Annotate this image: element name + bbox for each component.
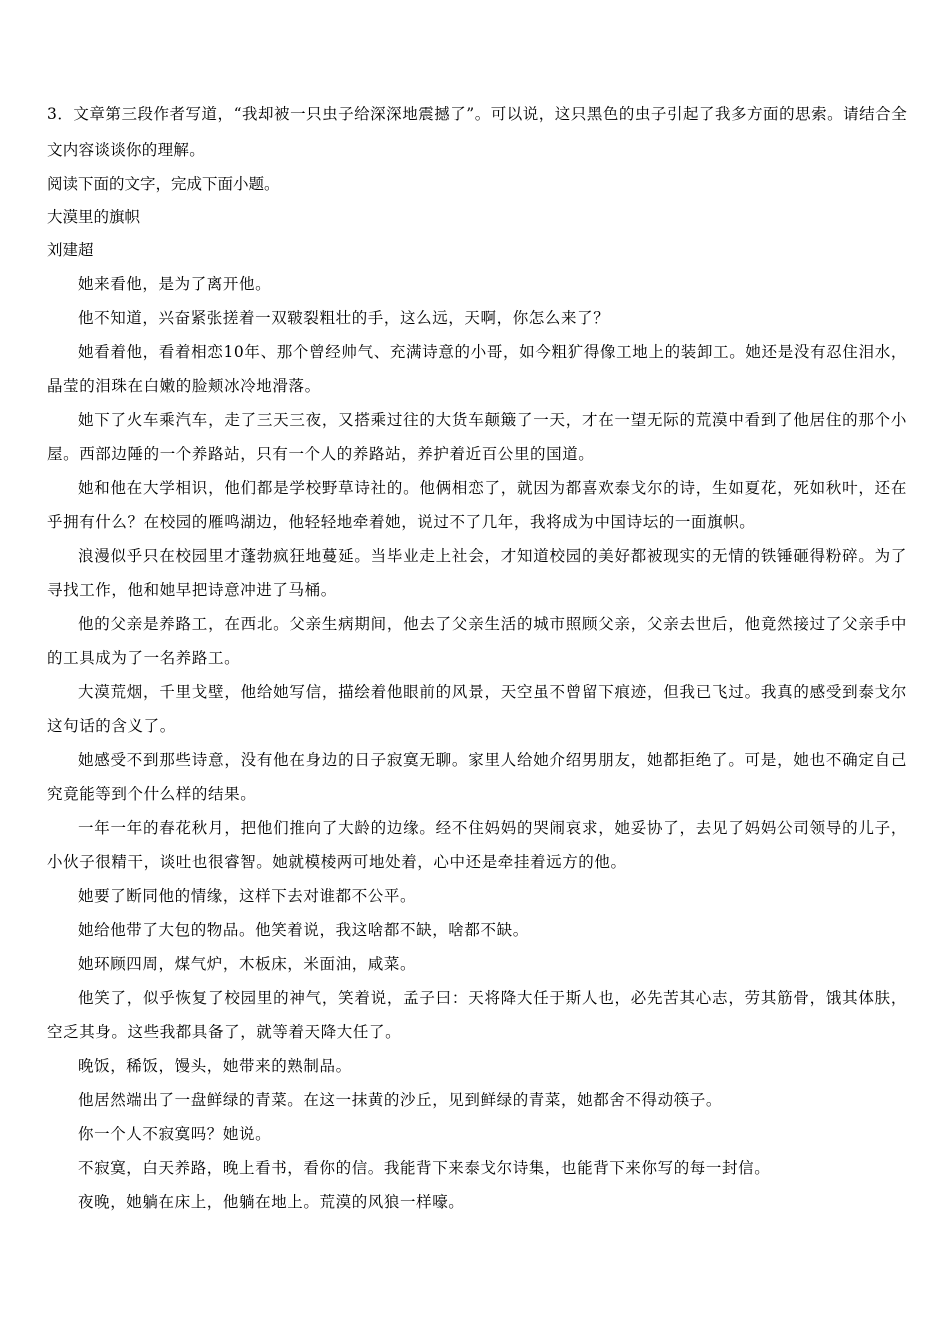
article-paragraph-7: 他的父亲是养路工，在西北。父亲生病期间，他去了父亲生活的城市照顾父亲，父亲去世后，他竟然接过了父亲手中的工具成为了一名养路工。 [47, 615, 907, 667]
article-paragraph-11: 她要了断同他的情缘，这样下去对谁都不公平。 [78, 887, 417, 905]
article-paragraph-5: 她和他在大学相识，他们都是学校野草诗社的。他俩相恋了，就因为都喜欢泰戈尔的诗，生如夏花，死如秋叶，还在乎拥有什么？在校园的雁鸣湖边，他轻轻地牵着她，说过不了几年，我将成为中国诗坛的一面旗帜。 [47, 479, 907, 531]
article-paragraph-10: 一年一年的春花秋月，把他们推向了大龄的边缘。经不住妈妈的哭闹哀求，她妥协了，去见了妈妈公司领导的儿子，小伙子很精干，谈吐也很睿智。她就模棱两可地处着，心中还是牵挂着远方的他。 [47, 819, 907, 871]
article-author: 刘建超 [47, 241, 94, 259]
article-paragraph-4: 她下了火车乘汽车，走了三天三夜，又搭乘过往的大货车颠簸了一天，才在一望无际的荒漠中看到了他居住的那个小屋。西部边陲的一个养路站，只有一个人的养路站，养护着近百公里的国道。 [47, 411, 907, 463]
article-paragraph-12: 她给他带了大包的物品。他笑着说，我这啥都不缺，啥都不缺。 [78, 921, 529, 939]
article-paragraph-1: 她来看他，是为了离开他。 [78, 275, 272, 293]
article-paragraph-18: 不寂寞，白天养路，晚上看书，看你的信。我能背下来泰戈尔诗集，也能背下来你写的每一封信。 [78, 1159, 771, 1177]
article-paragraph-6: 浪漫似乎只在校园里才蓬勃疯狂地蔓延。当毕业走上社会，才知道校园的美好都被现实的无情的铁锤砸得粉碎。为了寻找工作，他和她早把诗意冲进了马桶。 [47, 547, 907, 599]
article-paragraph-3: 她看着他，看着相恋10年、那个曾经帅气、充满诗意的小哥，如今粗犷得像工地上的装卸工。她还是没有忍住泪水，晶莹的泪珠在白嫩的脸颊冰冷地滑落。 [47, 343, 907, 395]
article-paragraph-16: 他居然端出了一盘鲜绿的青菜。在这一抹黄的沙丘，见到鲜绿的青菜，她都舍不得动筷子。 [78, 1091, 723, 1109]
article-paragraph-17: 你一个人不寂寞吗？她说。 [78, 1125, 272, 1143]
article-paragraph-13: 她环顾四周，煤气炉，木板床，米面油，咸菜。 [78, 955, 417, 973]
document-body [47, 96, 907, 1219]
question-3: 3．文章第三段作者写道，“我却被一只虫子给深深地震撼了”。可以说，这只黑色的虫子引起了我多方面的思索。请结合全文内容谈谈你的理解。 [47, 105, 907, 159]
article-paragraph-19: 夜晚，她躺在床上，他躺在地上。荒漠的风狼一样嚎。 [78, 1193, 465, 1211]
article-paragraph-14: 他笑了，似乎恢复了校园里的神气，笑着说，孟子曰：天将降大任于斯人也，必先苦其心志，劳其筋骨，饿其体肤，空乏其身。这些我都具备了，就等着天降大任了。 [47, 989, 907, 1041]
article-paragraph-15: 晚饭，稀饭，馒头，她带来的熟制品。 [78, 1057, 352, 1075]
article-paragraph-9: 她感受不到那些诗意，没有他在身边的日子寂寞无聊。家里人给她介绍男朋友，她都拒绝了。可是，她也不确定自己究竟能等到个什么样的结果。 [47, 751, 907, 803]
article-paragraph-2: 他不知道，兴奋紧张搓着一双皲裂粗壮的手，这么远，天啊，你怎么来了？ [78, 309, 610, 327]
article-title: 大漠里的旗帜 [47, 208, 141, 226]
article-paragraph-8: 大漠荒烟，千里戈壁，他给她写信，描绘着他眼前的风景，天空虽不曾留下痕迹，但我已飞过。我真的感受到泰戈尔这句话的含义了。 [47, 683, 907, 735]
reading-instruction: 阅读下面的文字，完成下面小题。 [47, 175, 280, 193]
